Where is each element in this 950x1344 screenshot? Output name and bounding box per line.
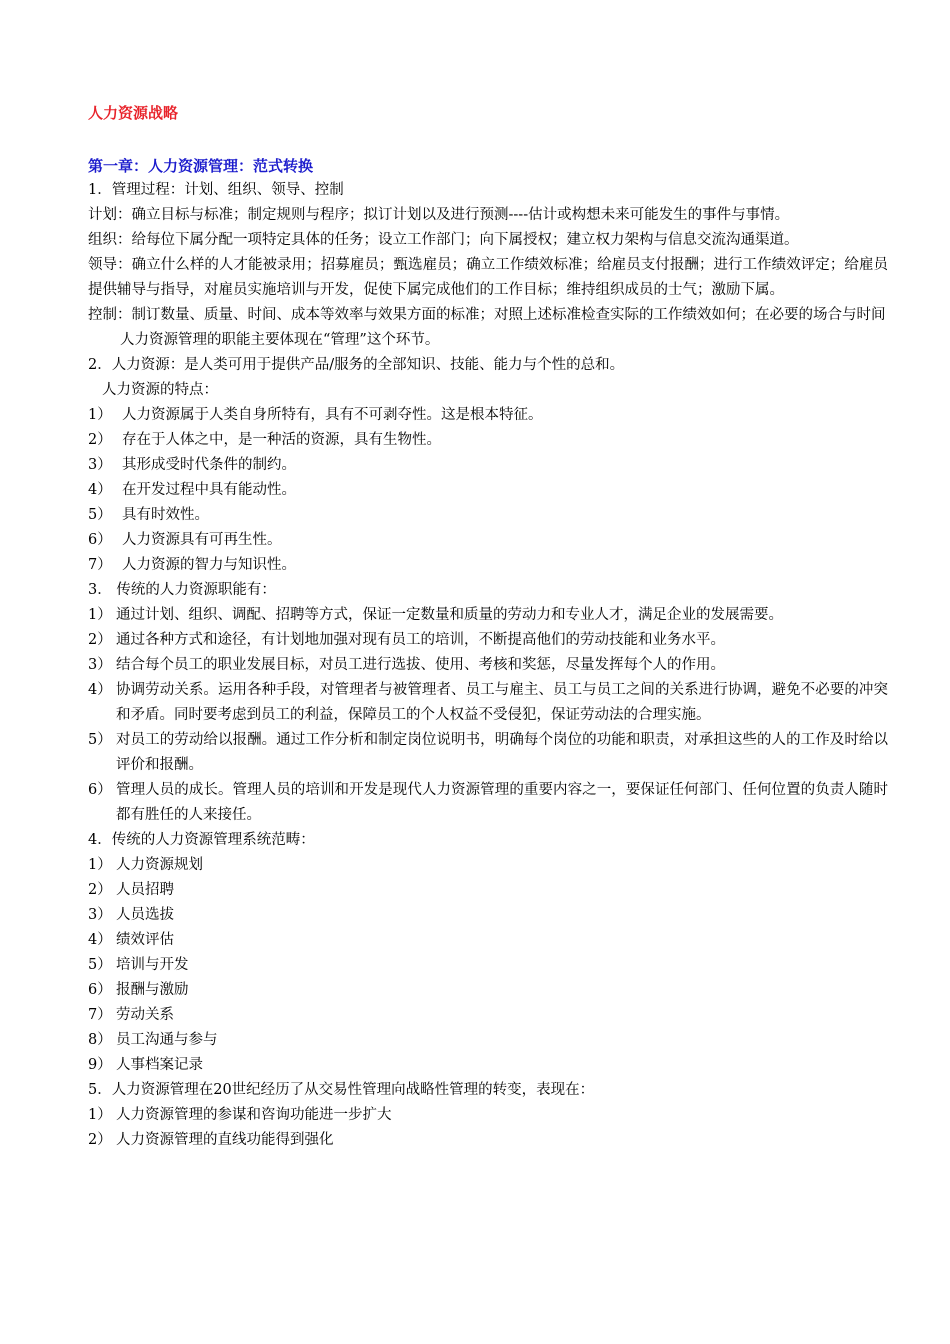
list-item-text: 人员选拔 [116, 907, 174, 923]
section-5-list [88, 1103, 888, 1153]
list-item [88, 428, 888, 453]
list-item-text: 人力资源管理的参谋和咨询功能进一步扩大 [116, 1107, 392, 1123]
section-3-heading: 3． 传统的人力资源职能有： [88, 582, 276, 598]
list-item-number: 2） [88, 882, 112, 898]
section-2-subheading: 人力资源的特点： [102, 382, 218, 398]
list-item-number: 5） [88, 957, 112, 973]
list-item-text: 报酬与激励 [116, 982, 189, 998]
list-item [88, 978, 888, 1003]
list-item-number: 4） [88, 482, 112, 498]
list-item [88, 678, 888, 728]
list-item-text: 人力资源的智力与知识性。 [122, 557, 296, 573]
list-item-number: 7） [88, 557, 112, 573]
section-5-heading: 5．人力资源管理在20世纪经历了从交易性管理向战略性管理的转变，表现在： [88, 1082, 595, 1098]
list-item-text: 人事档案记录 [116, 1057, 203, 1073]
list-item [88, 878, 888, 903]
list-item-text: 存在于人体之中，是一种活的资源，具有生物性。 [122, 432, 441, 448]
list-item [88, 478, 888, 503]
list-item [88, 1053, 888, 1078]
section-1-organize: 组织：给每位下属分配一项特定具体的任务；设立工作部门；向下属授权；建立权力架构与信息交流沟通渠道。 [88, 232, 799, 248]
list-item-number: 1） [88, 607, 112, 623]
list-item-number: 2） [88, 1132, 112, 1148]
section-3-list [88, 603, 888, 828]
list-item-number: 6） [88, 982, 112, 998]
list-item-number: 3） [88, 457, 112, 473]
list-item-text: 人力资源规划 [116, 857, 203, 873]
list-item [88, 953, 888, 978]
list-item-number: 5） [88, 732, 112, 748]
list-item-text: 人力资源管理的直线功能得到强化 [116, 1132, 334, 1148]
list-item-text: 结合每个员工的职业发展目标，对员工进行选拔、使用、考核和奖惩，尽量发挥每个人的作用。 [116, 657, 725, 673]
list-item-text: 通过各种方式和途径，有计划地加强对现有员工的培训，不断提高他们的劳动技能和业务水平。 [116, 632, 725, 648]
section-2-list [88, 403, 888, 578]
list-item-number: 1） [88, 1107, 112, 1123]
list-item [88, 653, 888, 678]
list-item-number: 7） [88, 1007, 112, 1023]
list-item-text: 人力资源具有可再生性。 [122, 532, 282, 548]
list-item [88, 403, 888, 428]
list-item-number: 6） [88, 532, 112, 548]
list-item [88, 603, 888, 628]
chapter-title: 第一章：人力资源管理：范式转换 [88, 157, 314, 175]
list-item-text: 在开发过程中具有能动性。 [122, 482, 296, 498]
section-1-control: 控制：制订数量、质量、时间、成本等效率与效果方面的标准；对照上述标准检查实际的工作绩效如何；在必要的场合与时间 [88, 307, 886, 323]
list-item-text: 人力资源属于人类自身所特有，具有不可剥夺性。这是根本特征。 [122, 407, 543, 423]
list-item-text: 通过计划、组织、调配、招聘等方式，保证一定数量和质量的劳动力和专业人才，满足企业的发展需要。 [116, 607, 783, 623]
list-item-text: 培训与开发 [116, 957, 189, 973]
document-page [88, 100, 888, 1153]
list-item-text: 人员招聘 [116, 882, 174, 898]
list-item [88, 553, 888, 578]
list-item [88, 528, 888, 553]
list-item [88, 1103, 888, 1128]
list-item [88, 628, 888, 653]
list-item [88, 853, 888, 878]
list-item-number: 3） [88, 657, 112, 673]
section-1-note: 人力资源管理的职能主要体现在“管理”这个环节。 [120, 332, 440, 348]
list-item-number: 1） [88, 407, 112, 423]
list-item [88, 1128, 888, 1153]
list-item-number: 5） [88, 507, 112, 523]
list-item-text: 其形成受时代条件的制约。 [122, 457, 296, 473]
list-item [88, 728, 888, 778]
section-2-heading: 2．人力资源：是人类可用于提供产品/服务的全部知识、技能、能力与个性的总和。 [88, 357, 625, 373]
list-item-number: 2） [88, 432, 112, 448]
list-item-number: 8） [88, 1032, 112, 1048]
list-item-text: 绩效评估 [116, 932, 174, 948]
list-item [88, 778, 888, 828]
section-4-list [88, 853, 888, 1078]
document-title: 人力资源战略 [88, 104, 179, 122]
list-item-number: 6） [88, 782, 112, 798]
list-item [88, 1028, 888, 1053]
list-item-number: 4） [88, 932, 112, 948]
list-item [88, 453, 888, 478]
list-item [88, 903, 888, 928]
section-1-heading: 1．管理过程：计划、组织、领导、控制 [88, 182, 344, 198]
list-item-text: 管理人员的成长。管理人员的培训和开发是现代人力资源管理的重要内容之一，要保证任何部门、任何位置的负责人随时都有胜任的人来接任。 [116, 782, 888, 823]
list-item-text: 员工沟通与参与 [116, 1032, 218, 1048]
list-item-number: 2） [88, 632, 112, 648]
list-item-number: 1） [88, 857, 112, 873]
section-1-lead: 领导：确立什么样的人才能被录用；招募雇员；甄选雇员；确立工作绩效标准；给雇员支付报酬；进行工作绩效评定；给雇员提供辅导与指导，对雇员实施培训与开发，促使下属完成他们的工作目标；维持组织成员的士气；激励下属。 [88, 257, 888, 298]
list-item-number: 9） [88, 1057, 112, 1073]
list-item-text: 对员工的劳动给以报酬。通过工作分析和制定岗位说明书，明确每个岗位的功能和职责，对承担这些的人的工作及时给以评价和报酬。 [116, 732, 888, 773]
list-item [88, 503, 888, 528]
list-item-text: 劳动关系 [116, 1007, 174, 1023]
section-4-heading: 4．传统的人力资源管理系统范畴： [88, 832, 315, 848]
list-item-text: 协调劳动关系。运用各种手段，对管理者与被管理者、员工与雇主、员工与员工之间的关系进行协调，避免不必要的冲突和矛盾。同时要考虑到员工的利益，保障员工的个人权益不受侵犯，保证劳动法的合理实施。 [116, 682, 888, 723]
list-item [88, 1003, 888, 1028]
list-item-number: 4） [88, 682, 112, 698]
list-item [88, 928, 888, 953]
section-1-plan: 计划：确立目标与标准；制定规则与程序；拟订计划以及进行预测----估计或构想未来可能发生的事件与事情。 [88, 207, 790, 223]
list-item-text: 具有时效性。 [122, 507, 209, 523]
list-item-number: 3） [88, 907, 112, 923]
